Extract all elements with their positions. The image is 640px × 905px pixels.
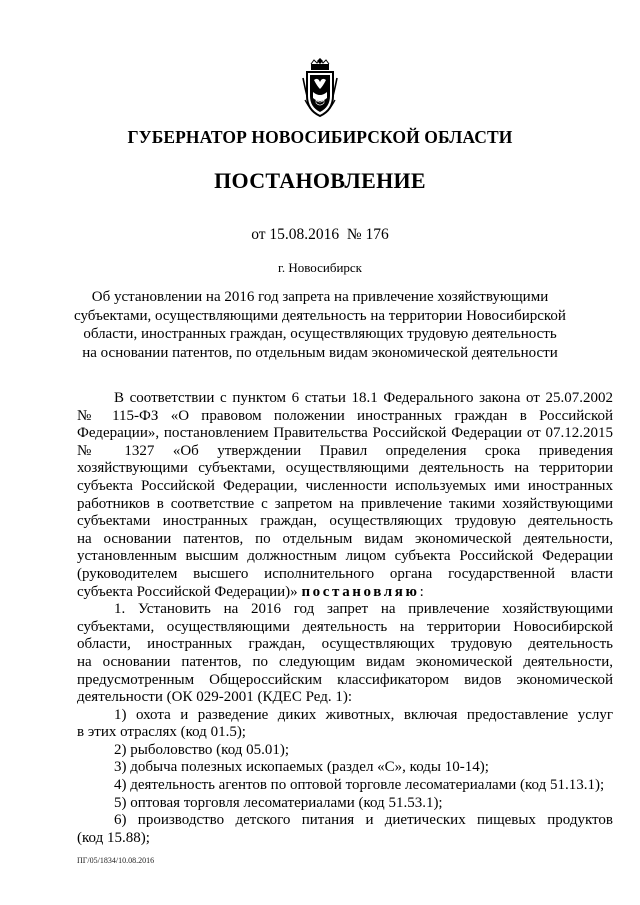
- subject-line: Об установлении на 2016 год запрета на привлечение хозяйствующими: [91, 289, 549, 305]
- subject-line: субъектами, осуществляющими деятельность на территории Новосибирской: [74, 307, 566, 324]
- item-line: на основании патентов, по следующим видам экономической деятельности,: [77, 653, 613, 670]
- coat-of-arms-icon: [302, 56, 338, 120]
- body-line: установленным высшим должностным лицом субъекта Российской Федерации: [77, 548, 613, 565]
- item-line: деятельности (ОК 029-2001 (КДЕС Ред. 1):: [77, 689, 352, 706]
- item-line: 1. Установить на 2016 год запрет на привлечение хозяйствующими: [114, 601, 613, 618]
- subitem-line: 5) оптовая торговля лесоматериалами (код 51.53.1);: [114, 794, 443, 811]
- item-line: субъектами, осуществляющими деятельность на территории Новосибирской: [77, 618, 613, 635]
- authority-title: ГУБЕРНАТОР НОВОСИБИРСКОЙ ОБЛАСТИ: [127, 127, 513, 147]
- subitem-line: в этих отраслях (код 01.5);: [77, 724, 246, 741]
- resolve-suffix: :: [419, 583, 424, 600]
- subitem-line: 3) добыча полезных ископаемых (раздел «С», коды 10-14);: [114, 759, 489, 776]
- resolve-word: постановляю: [301, 583, 420, 600]
- document-body: [77, 390, 613, 847]
- body-line: субъектами иностранных граждан, осуществляющих трудовую деятельность: [77, 513, 613, 530]
- item-line: области, иностранных граждан, осуществляющих трудовую деятельность: [77, 636, 613, 653]
- body-line: хозяйствующими субъектами, осуществляющими деятельность на территории: [77, 460, 613, 477]
- body-line: Федерации», постановлением Правительства Российской Федерации от 07.12.2015: [77, 425, 613, 442]
- document-type: ПОСТАНОВЛЕНИЕ: [214, 168, 426, 193]
- body-line: работников в соответствие с запретом на привлечение такими хозяйствующими: [77, 495, 613, 512]
- date-number-line: от 15.08.2016 № 176: [251, 226, 389, 243]
- item-line: предусмотренным Общероссийским классификатором видов экономической: [77, 671, 613, 688]
- city-line: г. Новосибирск: [277, 260, 362, 275]
- body-line: № 1327 «Об утверждении Правил определения срока приведения: [77, 442, 613, 459]
- subject-line: на основании патентов, по отдельным видам экономической деятельности: [82, 344, 558, 361]
- preamble-end: субъекта Российской Федерации)»: [77, 583, 298, 600]
- subitem-line: 6) производство детского питания и диетических пищевых продуктов: [114, 812, 613, 829]
- subitem-line: 2) рыболовство (код 05.01);: [114, 741, 290, 758]
- body-line: В соответствии с пунктом 6 статьи 18.1 Федерального закона от 25.07.2002: [114, 390, 613, 406]
- subject-line: области, иностранных граждан, осуществляющих трудовую деятельность: [83, 326, 557, 342]
- document-code: ПГ/05/1834/10.08.2016: [77, 856, 155, 865]
- subitem-line: 4) деятельность агентов по оптовой торговле лесоматериалами (код 51.13.1);: [114, 777, 605, 794]
- subitem-line: 1) охота и разведение диких животных, включая предоставление услуг: [114, 706, 613, 723]
- body-line: на основании патентов, по отдельным видам экономической деятельности,: [77, 530, 613, 547]
- body-line: № 115-ФЗ «О правовом положении иностранных граждан в Российской: [77, 407, 613, 424]
- body-line-last: [77, 584, 613, 602]
- subitem-line: (код 15.88);: [77, 829, 150, 846]
- body-line: субъекта Российской Федерации, численности используемых ими иностранных: [77, 477, 613, 494]
- body-line: (руководителем высшего исполнительного органа государственной власти: [77, 565, 613, 582]
- subject-block: [0, 288, 640, 362]
